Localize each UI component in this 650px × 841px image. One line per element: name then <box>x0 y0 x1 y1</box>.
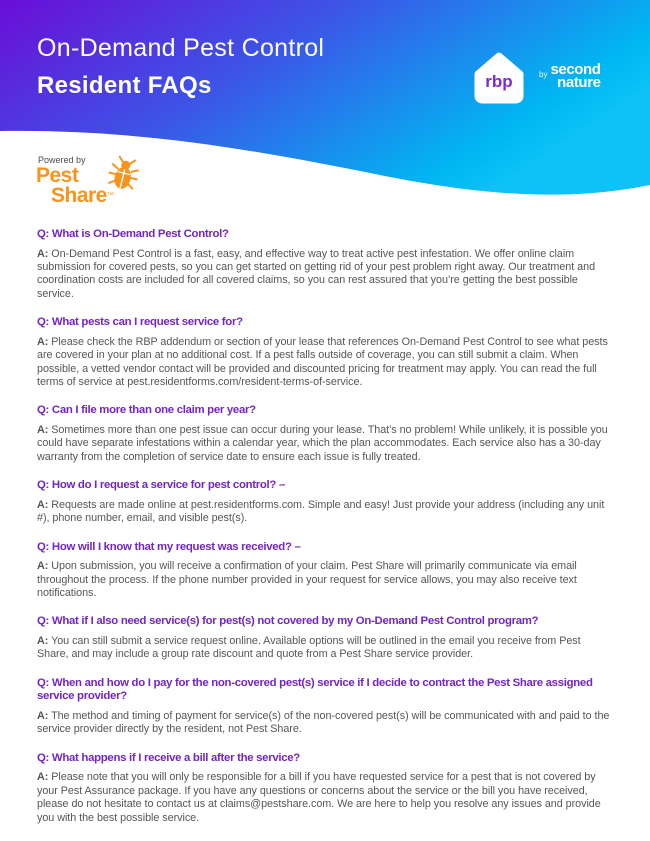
answer-prefix: A: <box>37 498 49 511</box>
rbp-mark-text: rbp <box>485 72 513 91</box>
answer-prefix: A: <box>37 424 49 437</box>
faq-question: Q: What pests can I request service for? <box>37 316 243 329</box>
by-label: by <box>539 70 548 79</box>
answer-prefix: A: <box>37 247 49 260</box>
faq-item <box>37 404 614 464</box>
faq-answer: A: Requests are made online at pest.residentforms.com. Simple and easy! Just provide your address (including any unit #), phone number, email, and visible pest(s). <box>37 498 605 525</box>
pest-share-word1: Pest <box>36 164 79 187</box>
answer-prefix: A: <box>37 635 49 648</box>
answer-prefix: A: <box>37 560 49 573</box>
faq-item <box>37 615 614 661</box>
faq-question: Q: Can I file more than one claim per year? <box>37 404 256 417</box>
faq-answer: A: The method and timing of payment for service(s) of the non-covered pest(s) will be communicated with and paid to the service provider directly by the resident, not Pest Share. <box>37 710 610 736</box>
trademark-symbol: ™ <box>106 192 114 199</box>
faq-answer: A: Please check the RBP addendum or section of your lease that references On-Demand Pest Control to see what pests are covered in your plan at no additional cost. If a pest falls outside of coverage, you can still submit a claim. When possible, a vetted vendor contact will be provided and discounted pricing for treatment may apply. You can read the full terms of service at pest.residentforms.com/resident-terms-of-service. <box>37 335 608 389</box>
answer-prefix: A: <box>37 335 49 348</box>
faq-question: Q: How do I request a service for pest control? – <box>37 479 285 492</box>
faq-item <box>37 316 614 389</box>
faq-answer: A: On-Demand Pest Control is a fast, easy, and effective way to treat active pest infestation. We offer online claim submission for covered pests, so you can get started on getting rid of your pest problem right away. Our treatment and coordination costs are included for all covered claims, so you can rest assured that you’re getting the best possible service. <box>37 247 596 300</box>
faq-question: Q: What if I also need service(s) for pest(s) not covered by my On-Demand Pest Control program? <box>37 615 539 628</box>
faq-answer: A: Please note that you will only be responsible for a bill if you have requested service for a pest that is not covered by your Pest Assurance package. If you have any questions or concerns about the service or the bill you have received, please do not hesitate to contact us at claims@pestshare.com. We are here to help you resolve any issues and provide you with the best possible service. <box>37 771 601 824</box>
powered-by-label: Powered by <box>38 155 86 165</box>
faq-item <box>37 752 614 825</box>
faq-item <box>37 541 614 601</box>
faq-item <box>37 677 614 737</box>
page-subtitle: Resident FAQs <box>37 72 212 99</box>
faq-answer: A: Upon submission, you will receive a confirmation of your claim. Pest Share will primarily communicate via email throughout the process. If the phone number provided in your request for service allows, you may also receive text notifications. <box>37 560 577 600</box>
faq-question: Q: What happens if I receive a bill after the service? <box>37 751 300 764</box>
pest-share-logo <box>36 155 166 219</box>
second-nature-wordmark <box>539 63 601 89</box>
brand-word-second: second <box>550 61 601 78</box>
answer-prefix: A: <box>37 771 49 784</box>
rbp-house-icon <box>468 47 530 109</box>
faq-answer: A: You can still submit a service request online. Available options will be outlined in the email you receive from Pest Share, and may include a group rate discount and quote from a Pest Share service provider. <box>37 635 581 661</box>
faq-answer: A: Sometimes more than one pest issue can occur during your lease. That’s no problem! While unlikely, it is possible you could have separate infestations within a calendar year, which the plan accommodates. Each service also has a 30-day warranty from the completion of service date to ensure each issue is fully treated. <box>37 424 608 463</box>
faq-item <box>37 228 614 301</box>
pest-share-word2: Share™ <box>51 184 114 207</box>
header-titles <box>37 34 324 100</box>
answer-prefix: A: <box>37 710 49 723</box>
faq-question: Q: What is On-Demand Pest Control? <box>37 228 229 240</box>
faq-list <box>37 228 614 825</box>
faq-question: Q: When and how do I pay for the non-covered pest(s) service if I decide to contract the Pest Share assigned service provider? <box>37 676 593 703</box>
brand-word-nature: nature <box>557 74 601 91</box>
faq-item <box>37 479 614 525</box>
faq-question: Q: How will I know that my request was received? – <box>37 540 301 553</box>
page-title: On-Demand Pest Control <box>37 34 325 62</box>
rbp-second-nature-logo <box>468 46 628 110</box>
